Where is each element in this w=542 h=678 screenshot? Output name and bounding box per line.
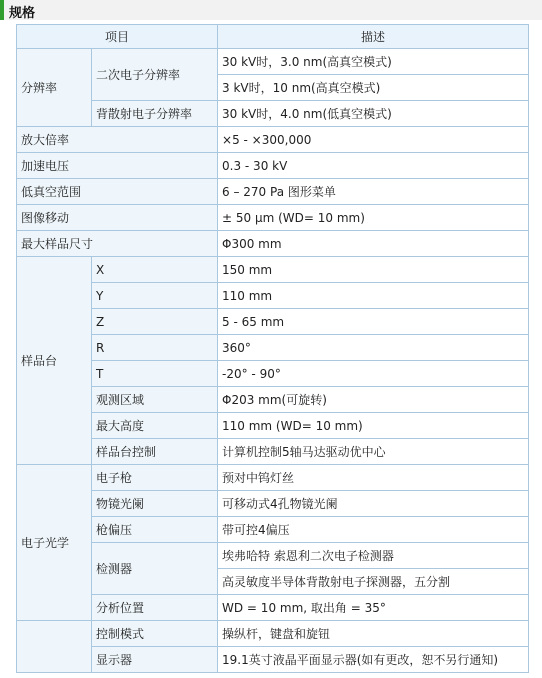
sub-stage-z: Z <box>92 309 218 335</box>
spec-table <box>16 24 529 673</box>
value-voltage: 0.3 - 30 kV <box>218 153 529 179</box>
category-optics: 电子光学 <box>17 465 92 621</box>
section-header <box>0 0 542 20</box>
sub-stage-r: R <box>92 335 218 361</box>
category-voltage: 加速电压 <box>17 153 218 179</box>
value-stage-control: 计算机控制5轴马达驱动优中心 <box>218 439 529 465</box>
table-row <box>17 127 529 153</box>
value-control-mode: 操纵杆，键盘和旋钮 <box>218 621 529 647</box>
sub-bse-resolution: 背散射电子分辨率 <box>92 101 218 127</box>
table-row <box>17 543 529 569</box>
category-image-shift: 图像移动 <box>17 205 218 231</box>
header-item: 项目 <box>17 25 218 49</box>
table-row <box>17 101 529 127</box>
section-title: 规格 <box>9 6 36 21</box>
sub-objective-aperture: 物镜光阑 <box>92 491 218 517</box>
value-objective-aperture: 可移动式4孔物镜光阑 <box>218 491 529 517</box>
value-stage-z: 5 - 65 mm <box>218 309 529 335</box>
sub-stage-x: X <box>92 257 218 283</box>
value-gun-bias: 带可控4偏压 <box>218 517 529 543</box>
value-stage-r: 360° <box>218 335 529 361</box>
value-stage-observe-area: Φ203 mm(可旋转) <box>218 387 529 413</box>
sub-analysis-position: 分析位置 <box>92 595 218 621</box>
table-row <box>17 283 529 309</box>
header-desc: 描述 <box>218 25 529 49</box>
table-row <box>17 179 529 205</box>
sub-stage-y: Y <box>92 283 218 309</box>
table-row <box>17 517 529 543</box>
table-row <box>17 205 529 231</box>
table-row <box>17 647 529 673</box>
table-row <box>17 361 529 387</box>
sub-control-mode: 控制模式 <box>92 621 218 647</box>
value-se-30kv: 30 kV时，3.0 nm(高真空模式) <box>218 49 529 75</box>
value-electron-gun: 预对中钨灯丝 <box>218 465 529 491</box>
value-low-vacuum: 6 – 270 Pa 图形菜单 <box>218 179 529 205</box>
sub-stage-max-height: 最大高度 <box>92 413 218 439</box>
table-row <box>17 49 529 75</box>
table-row <box>17 595 529 621</box>
value-detector-se: 埃弗哈特 索恩利二次电子检测器 <box>218 543 529 569</box>
table-row <box>17 465 529 491</box>
category-stage: 样品台 <box>17 257 92 465</box>
table-header-row <box>17 25 529 49</box>
sub-gun-bias: 枪偏压 <box>92 517 218 543</box>
sub-stage-observe-area: 观测区域 <box>92 387 218 413</box>
category-resolution: 分辨率 <box>17 49 92 127</box>
value-se-3kv: 3 kV时，10 nm(高真空模式) <box>218 75 529 101</box>
table-row <box>17 387 529 413</box>
value-stage-t: -20° - 90° <box>218 361 529 387</box>
sub-electron-gun: 电子枪 <box>92 465 218 491</box>
sub-detector: 检测器 <box>92 543 218 595</box>
table-row <box>17 257 529 283</box>
value-image-shift: ± 50 μm (WD= 10 mm) <box>218 205 529 231</box>
table-row <box>17 413 529 439</box>
table-row <box>17 153 529 179</box>
table-row <box>17 335 529 361</box>
value-bse-30kv: 30 kV时，4.0 nm(低真空模式) <box>218 101 529 127</box>
value-analysis-position: WD = 10 mm, 取出角 = 35° <box>218 595 529 621</box>
category-control <box>17 621 92 673</box>
value-max-sample: Φ300 mm <box>218 231 529 257</box>
value-stage-max-height: 110 mm (WD= 10 mm) <box>218 413 529 439</box>
value-detector-bse: 高灵敏度半导体背散射电子探测器，五分割 <box>218 569 529 595</box>
value-magnification: ×5 - ×300,000 <box>218 127 529 153</box>
value-stage-y: 110 mm <box>218 283 529 309</box>
table-row <box>17 439 529 465</box>
value-stage-x: 150 mm <box>218 257 529 283</box>
table-row <box>17 309 529 335</box>
sub-stage-control: 样品台控制 <box>92 439 218 465</box>
sub-display: 显示器 <box>92 647 218 673</box>
category-low-vacuum: 低真空范围 <box>17 179 218 205</box>
category-max-sample: 最大样品尺寸 <box>17 231 218 257</box>
table-row <box>17 621 529 647</box>
sub-stage-t: T <box>92 361 218 387</box>
table-row <box>17 231 529 257</box>
category-magnification: 放大倍率 <box>17 127 218 153</box>
sub-se-resolution: 二次电子分辨率 <box>92 49 218 101</box>
table-row <box>17 491 529 517</box>
value-display: 19.1英寸液晶平面显示器(如有更改，恕不另行通知) <box>218 647 529 673</box>
